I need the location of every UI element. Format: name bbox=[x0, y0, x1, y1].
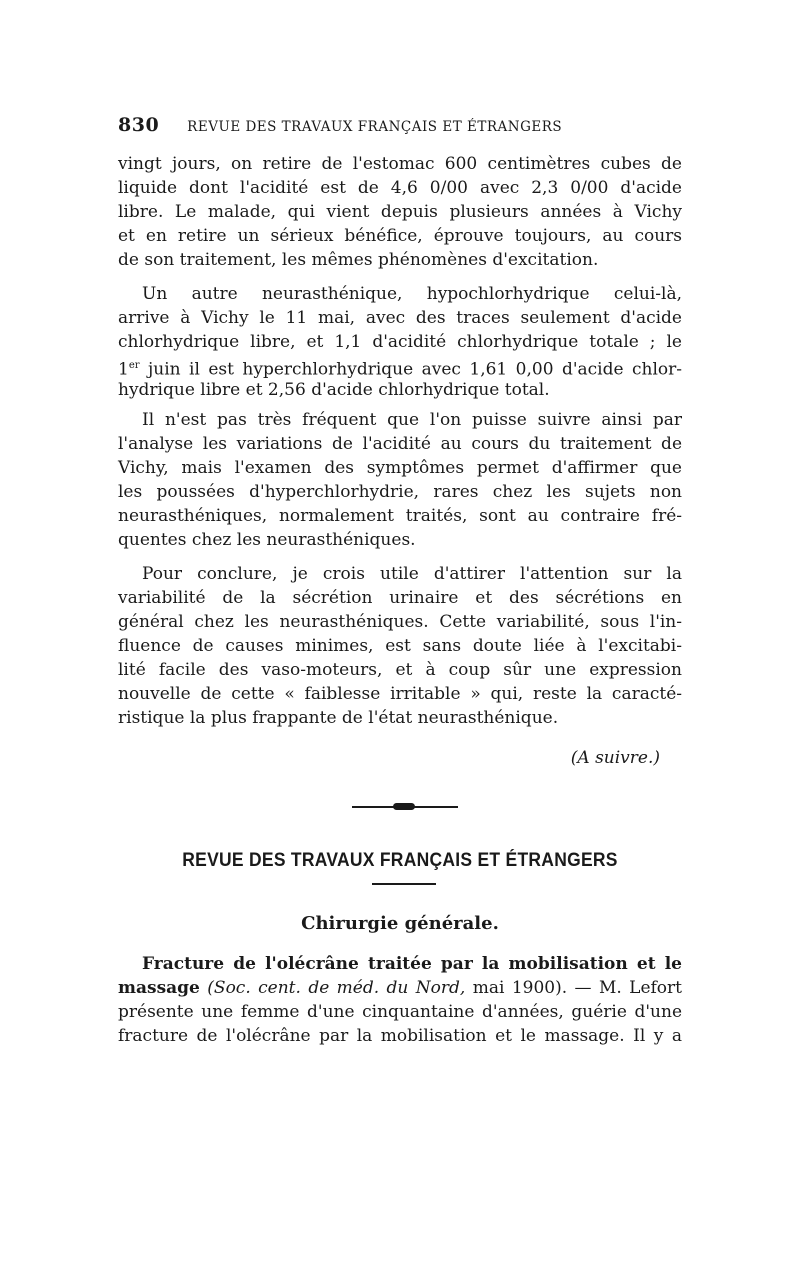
text-line: de son traitement, les mêmes phénomènes d'excitation. bbox=[118, 250, 599, 270]
text-line: ristique la plus frappante de l'état neurasthénique. bbox=[118, 708, 559, 728]
text-line: Pour conclure, je crois utile d'attirer l'attention sur la bbox=[142, 564, 682, 584]
text-line: libre. Le malade, qui vient depuis plusieurs années à Vichy bbox=[118, 202, 682, 222]
page-number: 830 bbox=[118, 114, 160, 136]
running-title: REVUE DES TRAVAUX FRANÇAIS ET ÉTRANGERS bbox=[187, 119, 563, 135]
heading-rule bbox=[372, 883, 436, 885]
section-heading: REVUE DES TRAVAUX FRANÇAIS ET ÉTRANGERS bbox=[182, 850, 618, 871]
text-line: nouvelle de cette « faiblesse irritable » qui, reste la caracté- bbox=[118, 684, 682, 704]
ordinal-number: 1 bbox=[118, 359, 129, 380]
text-line: chlorhydrique libre, et 1,1 d'acidité chlorhydrique totale ; le bbox=[118, 332, 682, 352]
text-line: vingt jours, on retire de l'estomac 600 centimètres cubes de bbox=[118, 154, 682, 174]
text-line: présente une femme d'une cinquantaine d'années, guérie d'une bbox=[118, 1002, 682, 1022]
text-line: fluence de causes minimes, est sans doute liée à l'excitabi- bbox=[118, 636, 682, 656]
text-line: liquide dont l'acidité est de 4,6 0/00 avec 2,3 0/00 d'acide bbox=[118, 178, 682, 198]
text-line: hydrique libre et 2,56 d'acide chlorhydrique total. bbox=[118, 380, 550, 400]
ordinal-suffix: er bbox=[128, 360, 140, 371]
text-line-rest: juin il est hyperchlorhydrique avec 1,61 0,00 d'acide chlor- bbox=[147, 359, 683, 380]
subsection-heading: Chirurgie générale. bbox=[301, 913, 499, 934]
abstract-source-rest: mai 1900). — M. Lefort bbox=[465, 978, 682, 998]
abstract-title-bold: Fracture de l'olécrâne traitée par la mobilisation et le bbox=[142, 954, 682, 974]
text-line: et en retire un sérieux bénéfice, éprouve toujours, au cours bbox=[118, 226, 682, 246]
abstract-source: (Soc. cent. de méd. du Nord, bbox=[207, 978, 466, 998]
text-line: Un autre neurasthénique, hypochlorhydrique celui-là, bbox=[142, 284, 682, 304]
text-line: variabilité de la sécrétion urinaire et des sécrétions en bbox=[118, 588, 682, 608]
text-line: l'analyse les variations de l'acidité au cours du traitement de bbox=[118, 434, 682, 454]
text-line: général chez les neurasthéniques. Cette variabilité, sous l'in- bbox=[118, 612, 682, 632]
abstract-source-line bbox=[118, 976, 682, 1000]
abstract-title-bold-cont: massage bbox=[118, 978, 200, 998]
text-line: lité facile des vaso-moteurs, et à coup sûr une expression bbox=[118, 660, 682, 680]
text-line: Vichy, mais l'examen des symptômes permet d'affirmer que bbox=[118, 458, 682, 478]
abstract-title bbox=[118, 952, 682, 976]
running-header bbox=[118, 114, 686, 136]
a-suivre: (A suivre.) bbox=[570, 748, 660, 768]
text-line: Il n'est pas très fréquent que l'on puisse suivre ainsi par bbox=[142, 410, 682, 430]
text-line: les poussées d'hyperchlorhydrie, rares chez les sujets non bbox=[118, 482, 682, 502]
text-line: neurasthéniques, normalement traités, sont au contraire fré- bbox=[118, 506, 682, 526]
text-line: fracture de l'olécrâne par la mobilisation et le massage. Il y a bbox=[118, 1026, 682, 1046]
text-line: quentes chez les neurasthéniques. bbox=[118, 530, 416, 550]
divider-ornament bbox=[393, 803, 415, 810]
text-line: arrive à Vichy le 11 mai, avec des traces seulement d'acide bbox=[118, 308, 682, 328]
